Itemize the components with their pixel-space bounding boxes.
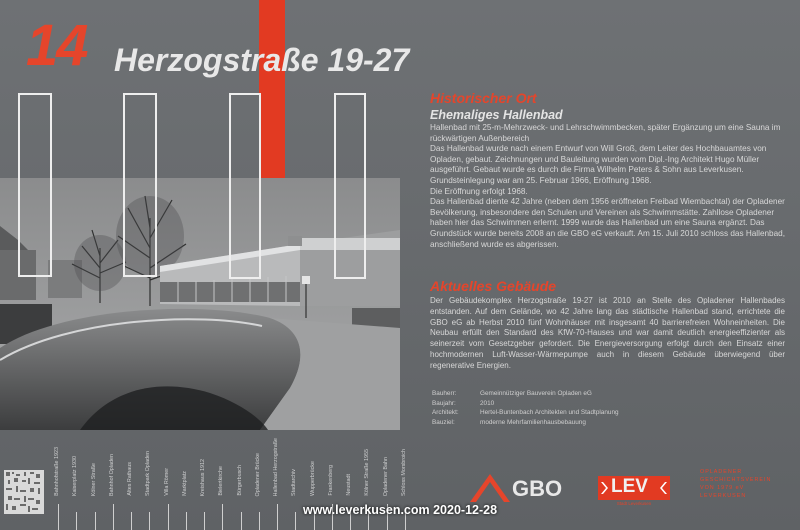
timeline-label: Frankenberg [328,465,334,496]
verein-line: VON 1979 eV [700,485,745,491]
timeline-label: Kaiserplatz 1930 [72,455,78,496]
timeline-label: Stadtarchiv [291,469,297,496]
current-section [430,278,785,372]
station-number: 14 [26,13,87,78]
photo-watermark: www.leverkusen.com 2020-12-28 [302,503,498,517]
timeline-label: Kölner Straße 1955 [364,449,370,496]
historic-paragraph: Das Hallenbad wurde nach einem Entwurf von Will Groß, dem Leiter des Hochbauamtes von Opladen, gebaut. Zeichnungen und Bauleitung wurden vom Dipl.-Ing Architekt Hugo Müller ausgeführt. Gebaut wurde es durch die Firma Wilhelm Peters & Sohn aus Leverkusen. Grundsteinlegung war am 25. Februar 1966, Eröffnung 1968. [430,144,767,185]
historic-paragraph: Hallenbad mit 25-m-Mehrzweck- und Lehrschwimmbecken, später Ergänzung um eine Sauna im rückwärtigen Außenbereich [430,123,781,143]
historic-subheading: Ehemaliges Hallenbad [430,108,563,122]
timeline-label: Bahnhofstraße 1923 [54,447,60,496]
verein-line: GESCHICHTSVEREIN [700,477,772,483]
timeline-label: Villa Römer [164,468,170,496]
lev-logo-subtitle: Stadt Leverkusen [616,501,652,506]
fact-key: Baujahr: [432,399,456,407]
fact-value: moderne Mehrfamilienhausbebauung [480,418,586,426]
building-facts [432,389,787,427]
frame-1 [18,93,52,277]
timeline-label: Bielertkirche [218,466,224,496]
lev-logo-text: LEV [611,476,648,497]
timeline-label: Wupperbrücke [310,461,316,496]
current-heading: Aktuelles Gebäude [430,278,557,294]
fact-key: Architekt: [432,409,459,416]
timeline-label: Bahnhof Opladen [109,454,115,496]
timeline-label: Stadtpark Opladen [145,451,151,496]
fact-row [432,389,787,399]
verein-line: OPLADENER [700,469,743,475]
frame-3 [229,93,261,279]
geschichtsverein-logo [700,468,796,500]
historic-section [430,90,785,250]
timeline-label: Bürgerbusch [237,465,243,496]
fact-key: Bauherr: [432,390,457,397]
fact-value: 2010 [480,399,495,407]
timeline-label: Marktplatz [182,471,188,496]
timeline-label: Kreishaus 1912 [200,458,206,496]
frame-4 [334,93,366,279]
timeline-label: Altes Rathaus [127,462,133,496]
fact-value: Hertel-Buntenbach Architekten und Stadtplanung [480,409,619,416]
historic-paragraph: Das Hallenbad diente 42 Jahre (neben dem 1956 eröffneten Freibad Wiembachtal) der Opladener Bevölkerung, insbesondere den Schulen und Vereinen als Schwimmstätte. Zahllose Opladener haben hier das Schwimmen erlernt. 1999 wurde das Hallenbad um eine Sauna ergänzt. Das Grundstück wurde bereits 2008 an die GBO eG verkauft. Am 15. Juli 2010 schloss das Hallenbad, anschließend wurde es abgerissen. [430,197,785,249]
verein-line: LEVERKUSEN [700,493,747,499]
gbo-logo-text: GBO [512,476,563,501]
fact-key: Bauziel: [432,418,455,426]
fact-row [432,408,787,418]
timeline-label: Kölner Straße [91,462,97,496]
timeline-label: Opladener Bahn [383,456,389,496]
red-accent-bar [259,0,285,178]
current-paragraph: Der Gebäudekomplex Herzogstraße 19-27 ist 2010 an Stelle des Opladener Hallenbades entstanden. Auf dem Gelände, wo 42 Jahre lang das städtische Hallenbad stand, errichtete die GBO eG ab Herbst 2010 fünf Wohnhäuser mit insgesamt 40 barrierefreien Wohneinheiten. Die Neubau erfüllt den Standard des KfW-70-Hauses und war damit deutlich energieeffizienter als seinerzeit vom Gesetzgeber gefordert. Die Energieversorgung erfolgt durch den Einsatz einer hochmodernen Luft-Wasser-Wärmepumpe auch in diesem Gebäude überwiegend über regenerative Energien. [430,296,785,370]
historic-paragraph: Die Eröffnung erfolgt 1968. [430,186,528,196]
street-title: Herzogstraße 19-27 [114,42,410,78]
timeline-label: Schloss Morsbroich [401,448,407,496]
fact-value: Gemeinnütziger Bauverein Opladen eG [480,390,592,397]
fact-row [432,418,787,428]
historic-heading: Historischer Ort [430,90,537,106]
timeline-label: Opladener Brücke [255,452,261,496]
fact-row [432,399,787,409]
timeline-label: Neustadt [346,474,352,496]
frame-2 [123,93,157,277]
timeline-label: Hallenbad Herzogstraße [273,437,279,496]
